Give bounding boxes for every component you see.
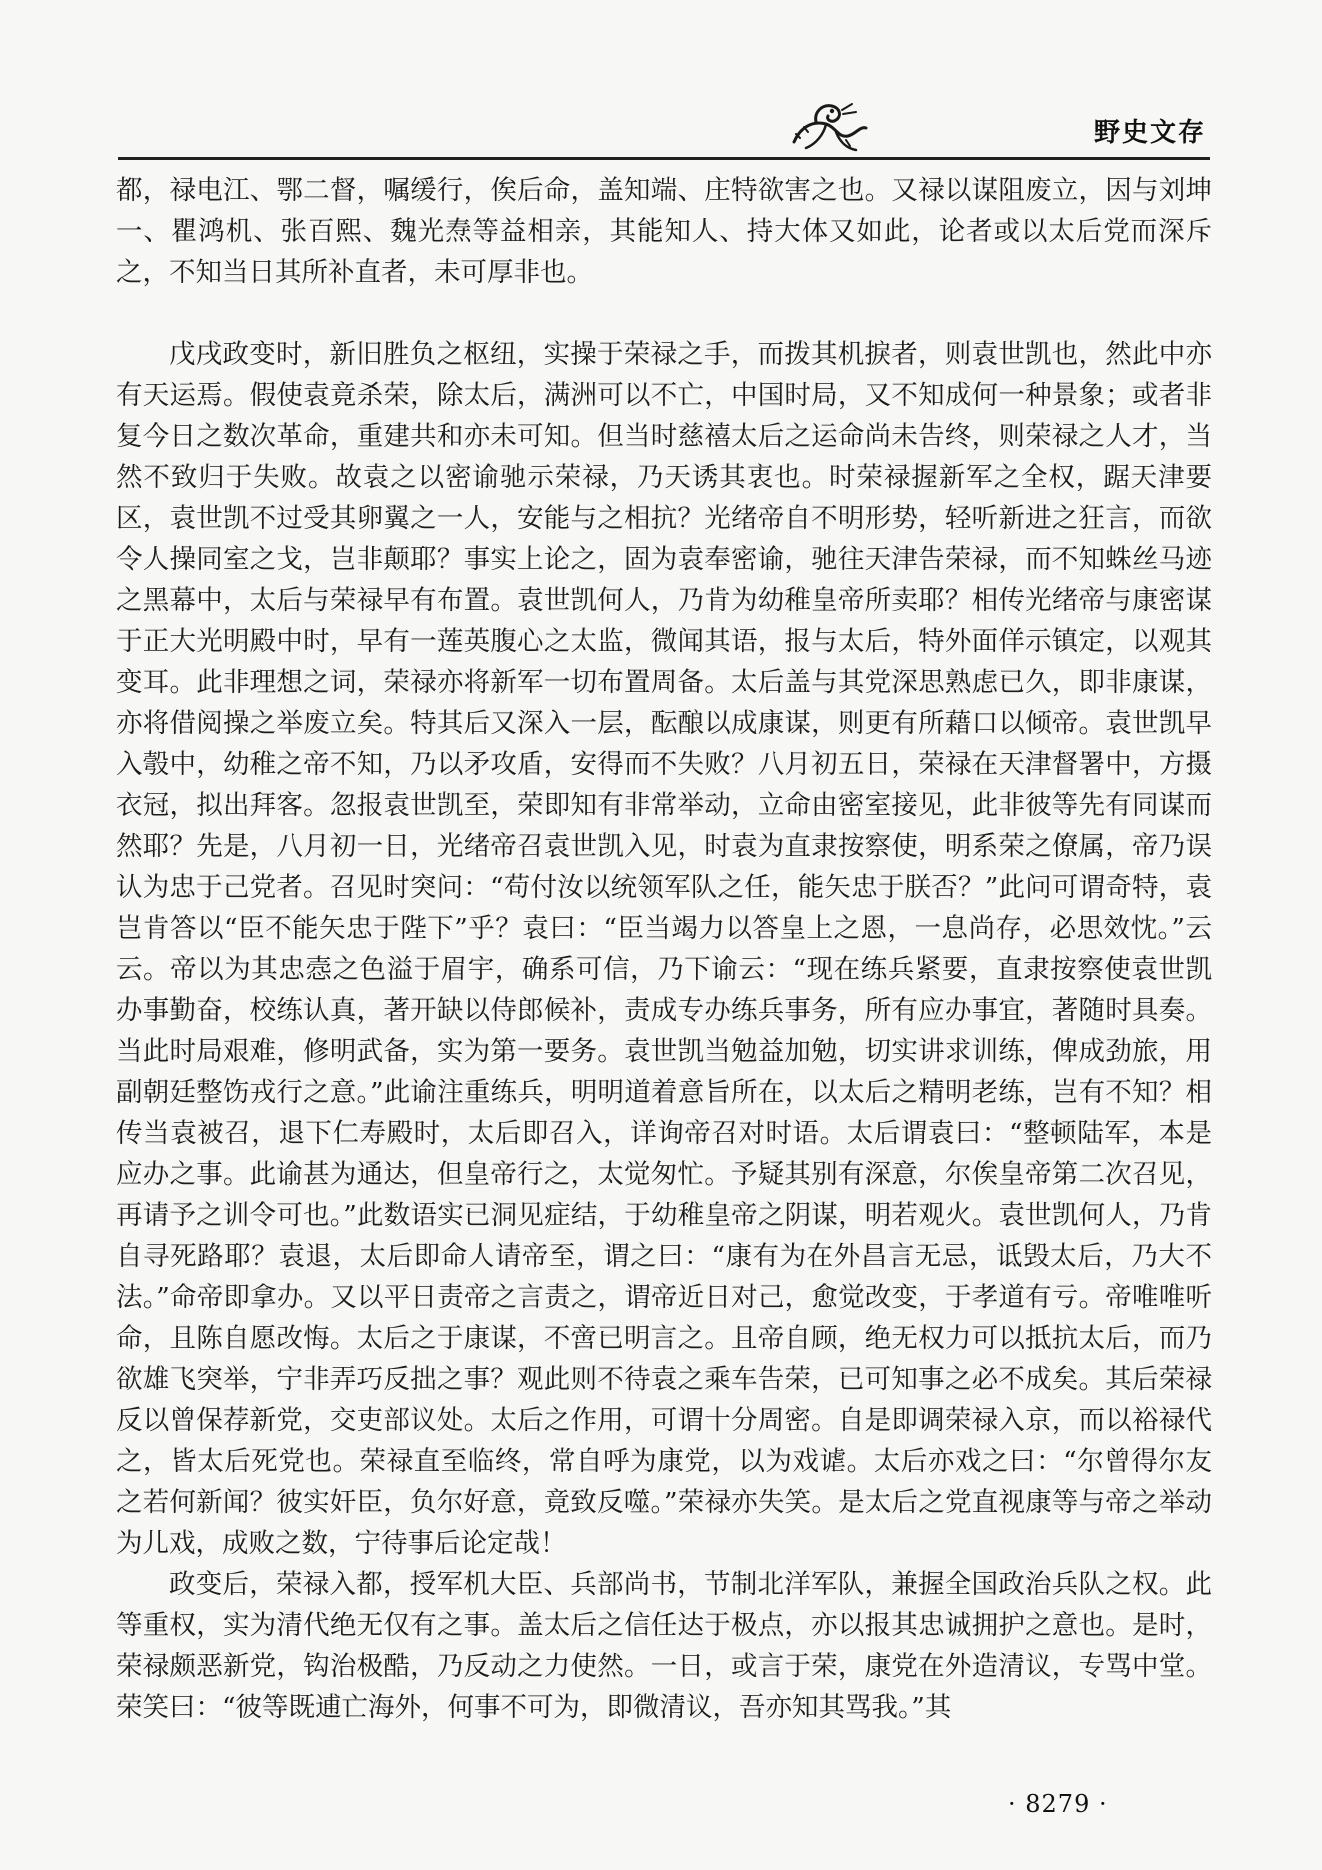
- paragraph-wuxu-coup: 戊戌政变时，新旧胜负之枢纽，实操于荣禄之手，而拨其机捩者，则袁世凯也，然此中亦有天运焉。假使袁竟杀荣，除太后，满洲可以不亡，中国时局，又不知成何一种景象；或者非复今日之数次革命，重建共和亦未可知。但当时慈禧太后之运命尚未告终，则荣禄之人才，当然不致归于失败。故袁之以密谕驰示荣禄，乃天诱其衷也。时荣禄握新军之全权，踞天津要区，袁世凯不过受其卵翼之一人，安能与之相抗？光绪帝自不明形势，轻听新进之狂言，而欲令人操同室之戈，岂非颠耶？事实上论之，固为袁奉密谕，驰往天津告荣禄，而不知蛛丝马迹之黑幕中，太后与荣禄早有布置。袁世凯何人，乃肯为幼稚皇帝所卖耶？相传光绪帝与康密谋于正大光明殿中时，早有一莲英腹心之太监，微闻其语，报与太后，特外面佯示镇定，以观其变耳。此非理想之词，荣禄亦将新军一切布置周备。太后盖与其党深思熟虑已久，即非康谋，亦将借阅操之举废立矣。特其后又深入一层，酝酿以成康谋，则更有所藉口以倾帝。袁世凯早入彀中，幼稚之帝不知，乃以矛攻盾，安得而不失败？八月初五日，荣禄在天津督署中，方摄衣冠，拟出拜客。忽报袁世凯至，荣即知有非常举动，立命由密室接见，此非彼等先有同谋而然耶？先是，八月初一日，光绪帝召袁世凯入见，时袁为直隶按察使，明系荣之僚属，帝乃误认为忠于己党者。召见时突问：“苟付汝以统领军队之任，能矢忠于朕否？”此问可谓奇特，袁岂肯答以“臣不能矢忠于陛下”乎？袁曰：“臣当竭力以答皇上之恩，一息尚存，必思效忱。”云云。帝以为其忠悫之色溢于眉宇，确系可信，乃下谕云：“现在练兵紧要，直隶按察使袁世凯办事勤奋，校练认真，著开缺以侍郎候补，责成专办练兵事务，所有应办事宜，著随时具奏。当此时局艰难，修明武备，实为第一要务。袁世凯当勉益加勉，切实讲求训练，俾成劲旅，用副朝廷整饬戎行之意。”此谕注重练兵，明明道着意旨所在，以太后之精明老练，岂有不知？相传当袁被召，退下仁寿殿时，太后即召入，详询帝召对时语。太后谓袁曰：“整顿陆军，本是应办之事。此谕甚为通达，但皇帝行之，太觉匆忙。予疑其别有深意，尔俟皇帝第二次召见，再请予之训令可也。”此数语实已洞见症结，于幼稚皇帝之阴谋，明若观火。袁世凯何人，乃肯自寻死路耶？袁退，太后即命人请帝至，谓之曰：“康有为在外昌言无忌，诋毁太后，乃大不法。”命帝即拿办。又以平日责帝之言责之，谓帝近日对己，愈觉改变，于孝道有亏。帝唯唯听命，且陈自愿改悔。太后之于康谋，不啻已明言之。且帝自顾，绝无权力可以抵抗太后，而乃欲雄飞突举，宁非弄巧反拙之事？观此则不待袁之乘车告荣，已可知事之必不成矣。其后荣禄反以曾保荐新党，交吏部议处。太后之作用，可谓十分周密。自是即调荣禄入京，而以裕禄代之，皆太后死党也。荣禄直至临终，常自呼为康党，以为戏谑。太后亦戏之曰：“尔曾得尔友之若何新闻？彼实奸臣，负尔好意，竟致反噬。”荣禄亦失笑。是太后之党直视康等与帝之举动为儿戏，成败之数，宁待事后论定哉！: [116, 339, 1212, 1559]
- series-title: 野史文存: [1093, 118, 1206, 148]
- page-number: · 8279 ·: [1008, 1790, 1108, 1818]
- running-header: [118, 98, 1210, 160]
- paragraph-continuation: 都，禄电江、鄂二督，嘱缓行，俟后命，盖知端、庄特欲害之也。又禄以谋阻废立，因与刘坤一、瞿鸿机、张百熙、魏光焘等益相亲，其能知人、持大体又如此，论者或以太后党而深斥之，不知当日其所补直者，未可厚非也。: [116, 175, 1212, 288]
- dragon-emblem-icon: [786, 98, 872, 158]
- header-rule: [118, 157, 1210, 160]
- body-text: [116, 170, 1212, 1728]
- paragraph-after-coup: 政变后，荣禄入都，授军机大臣、兵部尚书，节制北洋军队，兼握全国政治兵队之权。此等重权，实为清代绝无仅有之事。盖太后之信任达于极点，亦以报其忠诚拥护之意也。是时，荣禄颇恶新党，钩治极酷，乃反动之力使然。一日，或言于荣，康党在外造清议，专骂中堂。荣笑曰：“彼等既逋亡海外，何事不可为，即微清议，吾亦知其骂我。”其: [116, 1569, 1212, 1723]
